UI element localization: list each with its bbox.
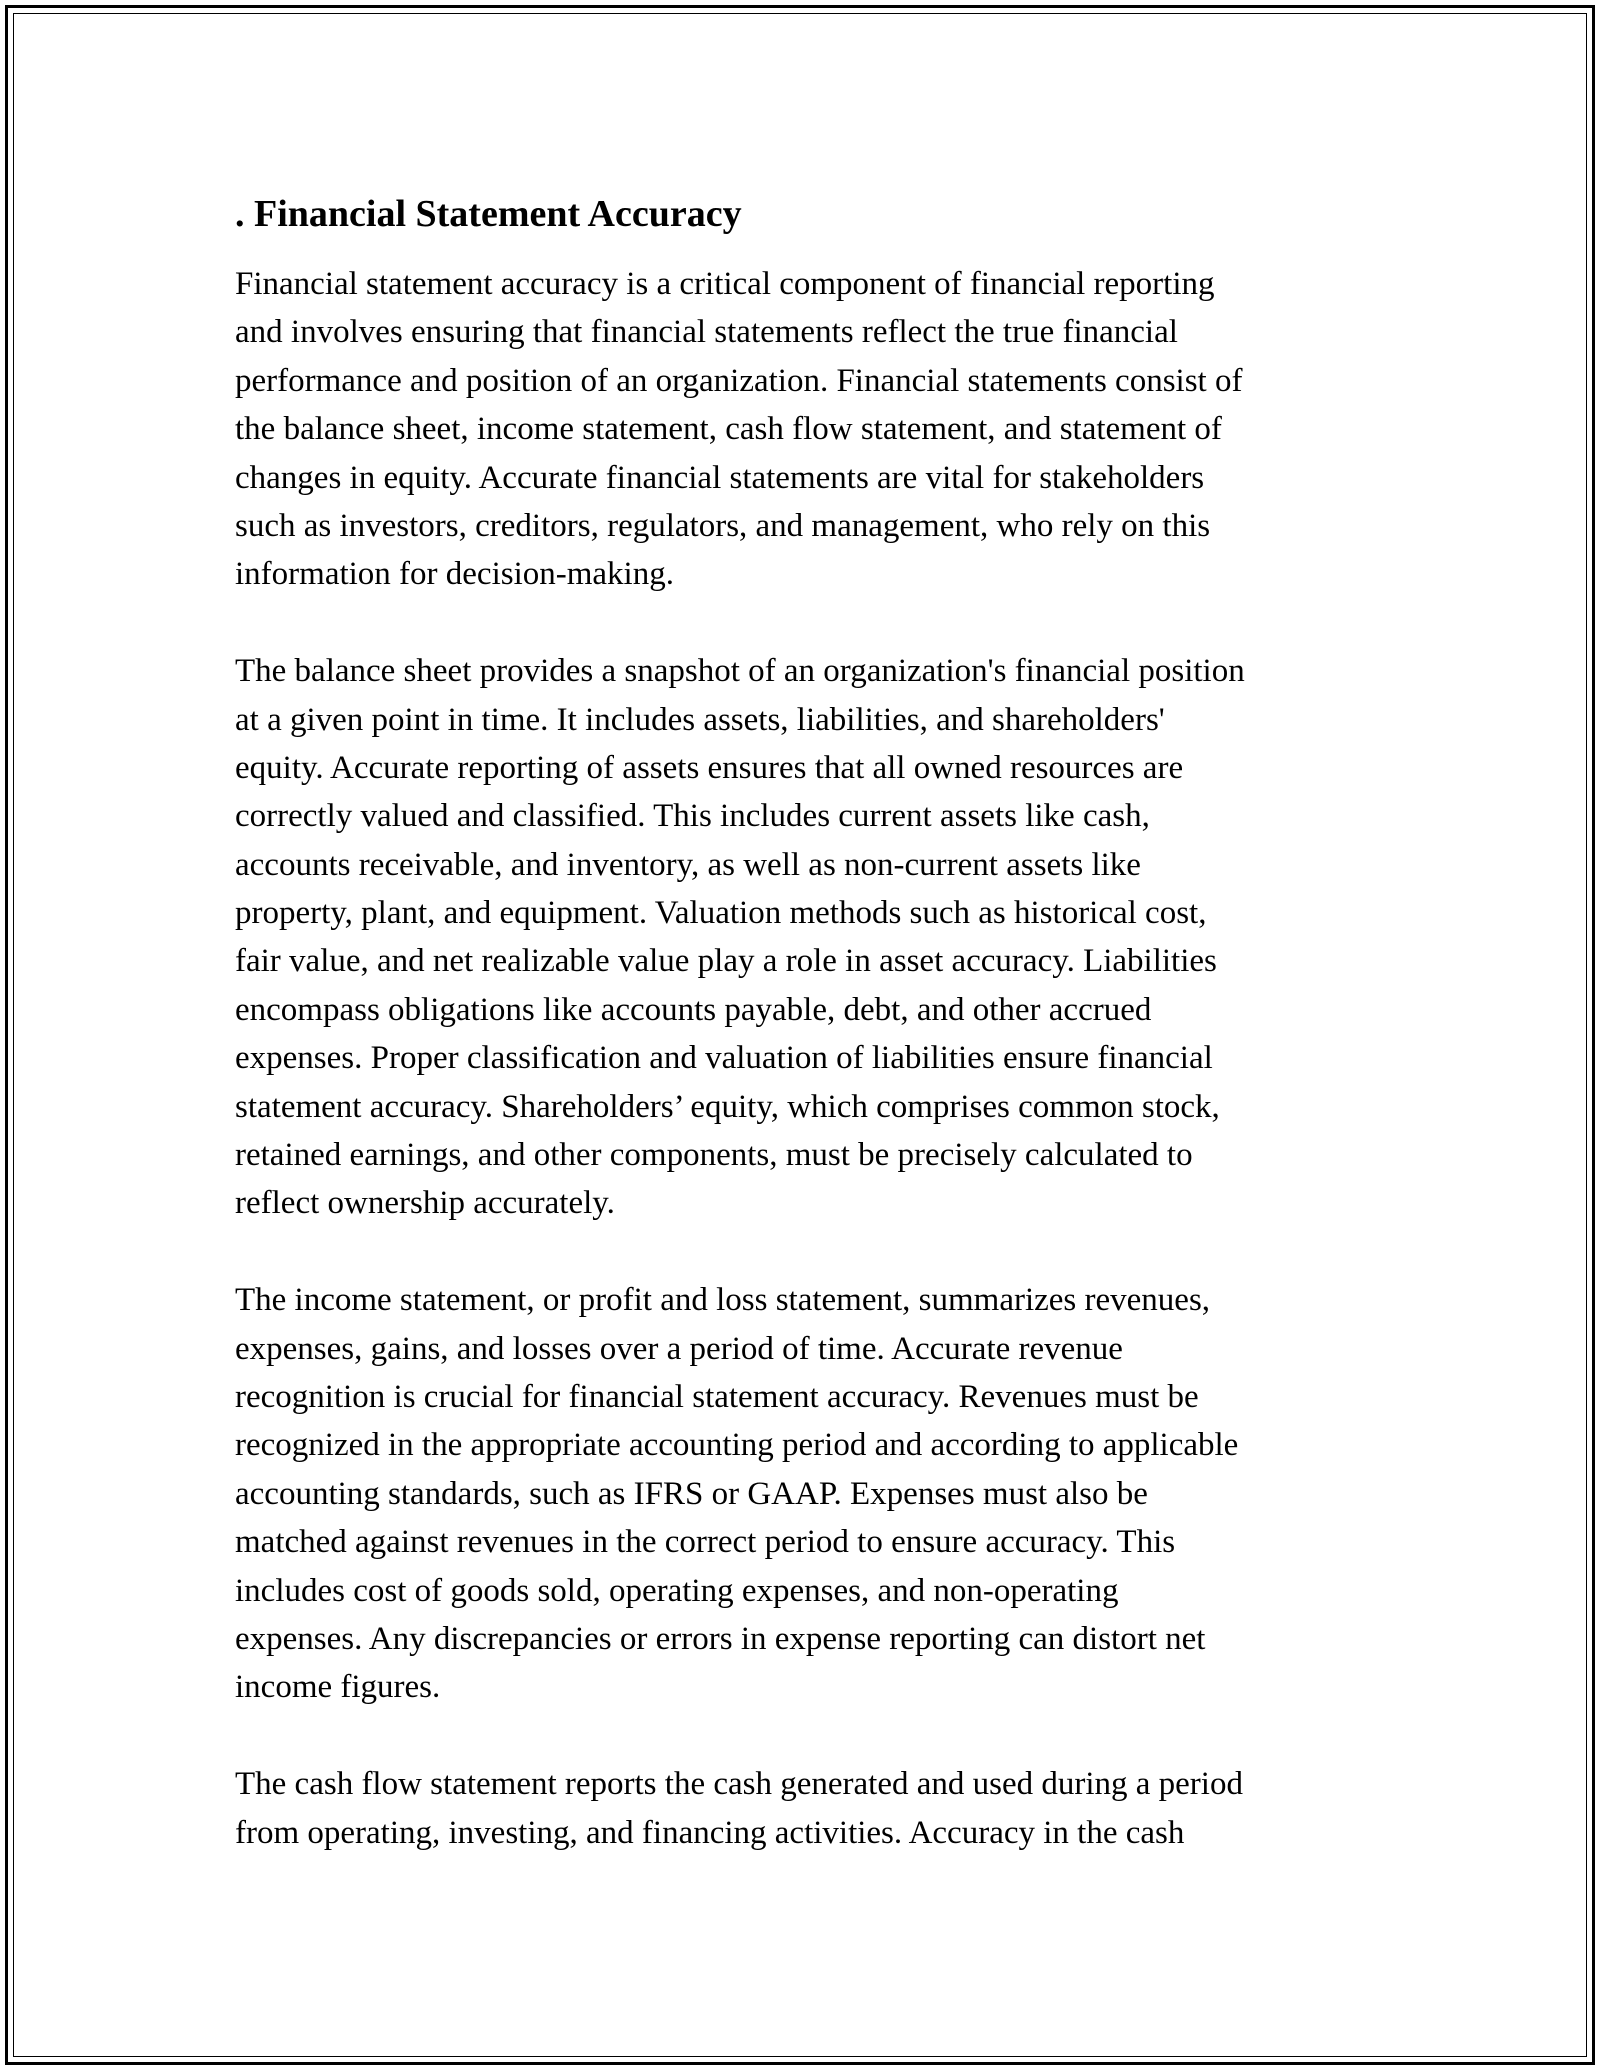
text-line: the balance sheet, income statement, cash flow statement, and statement of [235,411,1222,448]
text-line: The income statement, or profit and loss statement, summarizes revenues, [235,1282,1211,1319]
text-line: expenses, gains, and losses over a period of time. Accurate revenue [235,1330,1123,1367]
text-line: The balance sheet provides a snapshot of an organization's financial position [235,653,1245,690]
text-line: The cash flow statement reports the cash generated and used during a period [235,1766,1243,1803]
text-line: fair value, and net realizable value play a role in asset accuracy. Liabilities [235,943,1217,980]
text-line: matched against revenues in the correct period to ensure accuracy. This [235,1524,1176,1561]
text-line: such as investors, creditors, regulators, and management, who rely on this [235,507,1211,544]
text-line: information for decision-making. [235,556,674,593]
text-line: accounts receivable, and inventory, as well as non-current assets like [235,846,1141,883]
text-line: and involves ensuring that financial statements reflect the true financial [235,314,1178,351]
text-line: retained earnings, and other components, must be precisely calculated to [235,1137,1193,1174]
paragraph-cash-flow [235,1760,1385,1857]
text-line: recognition is crucial for financial statement accuracy. Revenues must be [235,1378,1199,1415]
text-line: changes in equity. Accurate financial statements are vital for stakeholders [235,459,1205,496]
text-line: from operating, investing, and financing activities. Accuracy in the cash [235,1814,1185,1851]
text-line: accounting standards, such as IFRS or GAAP. Expenses must also be [235,1475,1148,1512]
text-line: expenses. Proper classification and valuation of liabilities ensure financial [235,1040,1213,1077]
text-line: correctly valued and classified. This includes current assets like cash, [235,798,1150,835]
text-line: statement accuracy. Shareholders’ equity, which comprises common stock, [235,1088,1220,1125]
text-line: property, plant, and equipment. Valuation methods such as historical cost, [235,895,1207,932]
text-line: includes cost of goods sold, operating expenses, and non-operating [235,1572,1119,1609]
paragraph-income-statement [235,1276,1385,1712]
text-line: equity. Accurate reporting of assets ensures that all owned resources are [235,749,1184,786]
text-line: Financial statement accuracy is a critical component of financial reporting [235,266,1215,302]
paragraph-intro [235,260,1385,599]
text-line: recognized in the appropriate accounting period and according to applicable [235,1427,1239,1464]
paragraph-balance-sheet [235,647,1385,1228]
text-line: reflect ownership accurately. [235,1185,615,1222]
document-body [235,188,1385,1905]
text-line: income figures. [235,1669,441,1706]
text-line: at a given point in time. It includes assets, liabilities, and shareholders' [235,701,1165,738]
text-line: encompass obligations like accounts payable, debt, and other accrued [235,991,1152,1028]
text-line: performance and position of an organization. Financial statements consist of [235,362,1243,399]
text-line: expenses. Any discrepancies or errors in expense reporting can distort net [235,1620,1206,1657]
section-heading: . Financial Statement Accuracy [235,193,742,235]
